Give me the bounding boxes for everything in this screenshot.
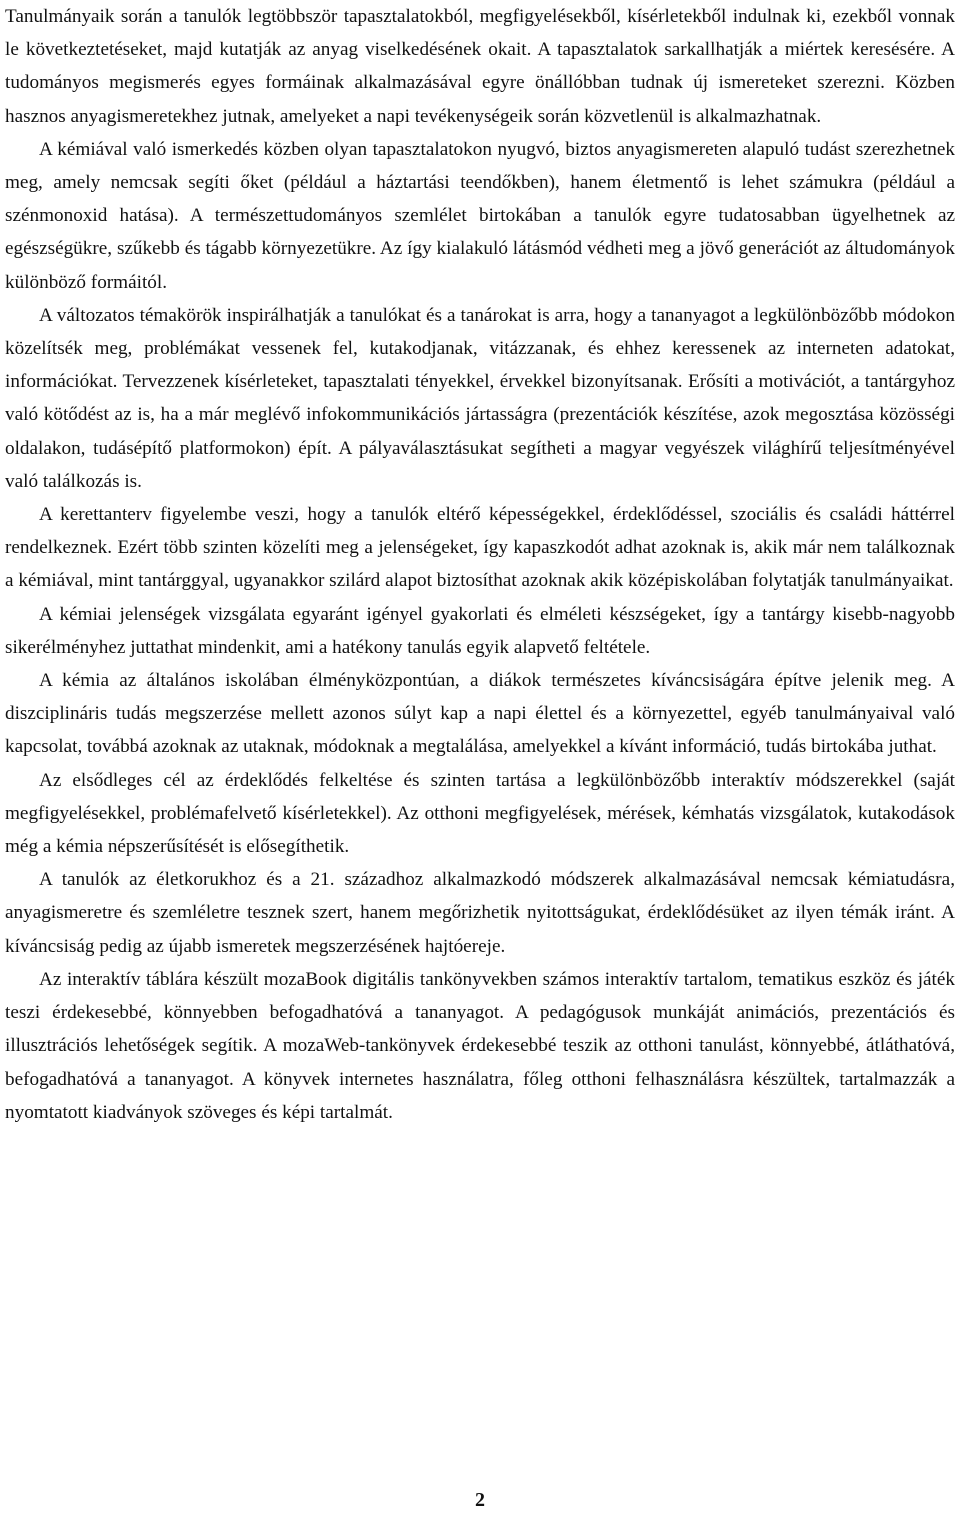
paragraph-9: Az interaktív táblára készült mozaBook digitális tankönyvekben számos interaktív tartalom, tematikus eszköz és játék teszi érdekesebbé, könnyebben befogadhatóvá a tananyagot. A pedagógusok munkáját animációs, prezentációs és illusztrációs lehetőségek segítik. A mozaWeb-tankönyvek érdekesebbé teszik az otthoni tanulást, könnyebbé, átláthatóvá, befogadhatóvá a tananyagot. A könyvek internetes használatra, főleg otthoni felhasználásra készültek, tartalmazzák a nyomtatott kiadványok szöveges és képi tartalmát. xyxy=(5,968,955,1123)
paragraph-6: A kémia az általános iskolában élményközpontúan, a diákok természetes kíváncsiságára építve jelenik meg. A diszciplináris tudás megszerzése mellett azonos súlyt kap a napi élettel és a környezettel, egyéb tanulmányaival való kapcsolat, továbbá azoknak az utaknak, módoknak a megtalálása, amelyekkel a kívánt információ, tudás birtokába juthat. xyxy=(5,670,955,758)
paragraph-4: A kerettanterv figyelembe veszi, hogy a tanulók eltérő képességekkel, érdeklődéssel, szociális és családi háttérrel rendelkeznek. Ezért több szinten közelíti meg a jelenségeket, így kapaszkodót adhat azoknak is, akik már nem találkoznak a kémiával, mint tantárggyal, ugyanakkor szilárd alapot biztosíthat azoknak akik középiskolában folytatják tanulmányaikat. xyxy=(5,504,955,592)
paragraph-3: A változatos témakörök inspirálhatják a tanulókat és a tanárokat is arra, hogy a tananyagot a legkülönbözőbb módokon közelítsék meg, problémákat vessenek fel, kutakodjanak, vitázzanak, és ehhez keressenek az interneten adatokat, információkat. Tervezzenek kísérleteket, tapasztalati tényekkel, érvekkel bizonyítsanak. Erősíti a motivációt, a tantárgyhoz való kötődést az is, ha a már meglévő infokommunikációs jártasságra (prezentációk készítése, azok megosztása közösségi oldalakon, tudásépítő platformokon) épít. A pályaválasztásukat segítheti a magyar vegyészek világhírű teljesítményével való találkozás is. xyxy=(5,304,955,492)
paragraph-2: A kémiával való ismerkedés közben olyan tapasztalatokon nyugvó, biztos anyagismereten alapuló tudást szerezhetnek meg, amely nemcsak segíti őket (például a háztartási teendőkben), hanem életmentő is lehet számukra (például a szénmonoxid hatása). A természettudományos szemlélet birtokában a tanulók egyre tudatosabban ügyelhetnek az egészségükre, szűkebb és tágabb környezetükre. Az így kialakuló látásmód védheti meg a jövő generációt az áltudományok különböző formáitól. xyxy=(5,138,955,293)
page-number: 2 xyxy=(475,1489,485,1511)
paragraph-8: A tanulók az életkorukhoz és a 21. századhoz alkalmazkodó módszerek alkalmazásával nemcsak kémiatudásra, anyagismeretre és szemléletre tesznek szert, hanem megőrizhetik nyitottságukat, érdeklődésüket az ilyen témák iránt. A kíváncsiság pedig az újabb ismeretek megszerzésének hajtóereje. xyxy=(5,869,955,957)
paragraph-7: Az elsődleges cél az érdeklődés felkeltése és szinten tartása a legkülönbözőbb interaktív módszerekkel (saját megfigyelésekkel, problémafelvető kísérletekkel). Az otthoni megfigyelések, mérések, kémhatás vizsgálatok, kutakodások még a kémia népszerűsítését is elősegíthetik. xyxy=(5,769,955,858)
document-body xyxy=(5,0,955,1129)
paragraph-1: Tanulmányaik során a tanulók legtöbbször tapasztalatokból, megfigyelésekből, kísérletekből indulnak ki, ezekből vonnak le következtetéseket, majd kutatják az anyag viselkedésének okait. A tapasztalatok sarkallhatják a miértek keresésére. A tudományos megismerés egyes formáinak alkalmazásával egyre önállóbban tudnak új ismereteket szerezni. Közben hasznos anyagismeretekhez jutnak, amelyeket a napi tevékenységeik során közvetlenül is alkalmazhatnak. xyxy=(5,6,955,127)
paragraph-5: A kémiai jelenségek vizsgálata egyaránt igényel gyakorlati és elméleti készségeket, így a tantárgy kisebb-nagyobb sikerélményhez juttathat mindenkit, ami a hatékony tanulás egyik alapvető feltétele. xyxy=(5,603,955,658)
